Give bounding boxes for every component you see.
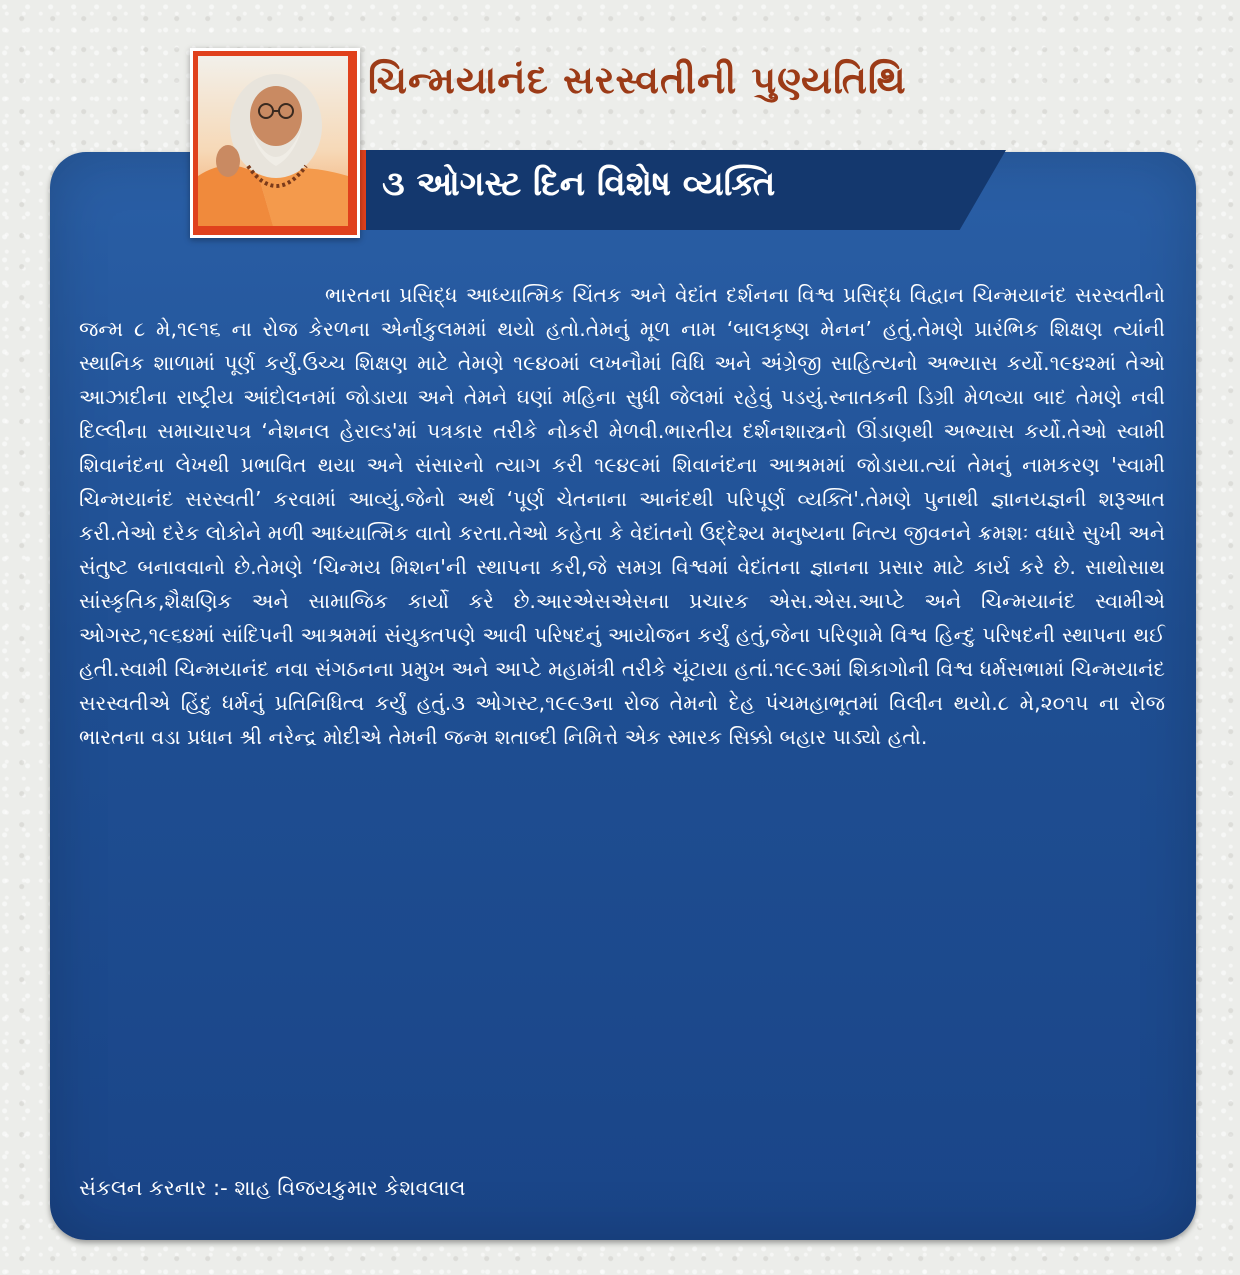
article-body: ભારતના પ્રસિદ્ધ આધ્યાત્મિક ચિંતક અને વેદાંત દર્શનના વિશ્વ પ્રસિદ્ધ વિદ્વાન ચિન્મયાનંદ સરસ્વતીનો જન્મ ૮ મે,૧૯૧૬ ના રોજ કેરળના એર્નાકુલમમાં થયો હતો.તેમનું મૂળ નામ ‘બાલકૃષ્ણ મેનન’ હતું.તેમણે પ્રારંભિક શિક્ષણ ત્યાંની સ્થાનિક શાળામાં પૂર્ણ કર્યું.ઉચ્ચ શિક્ષણ માટે તેમણે ૧૯૪૦માં લખનૌમાં વિધિ અને અંગ્રેજી સાહિત્યનો અભ્યાસ કર્યો.૧૯૪૨માં તેઓ આઝાદીના રાષ્ટ્રીય આંદોલનમાં જોડાયા અને તેમને ઘણાં મહિના સુધી જેલમાં રહેવું પડયું.સ્નાતકની ડિગ્રી મેળવ્યા બાદ તેમણે નવી દિલ્લીના સમાચારપત્ર ‘નેશનલ હેરાલ્ડ'માં પત્રકાર તરીકે નોકરી મેળવી.ભારતીય દર્શનશાસ્ત્રનો ઊંડાણથી અભ્યાસ કર્યો.તેઓ સ્વામી શિવાનંદના લેખથી પ્રભાવિત થયા અને સંસારનો ત્યાગ કરી ૧૯૪૯માં શિવાનંદના આશ્રમમાં જોડાયા.ત્યાં તેમનું નામકરણ 'સ્વામી ચિન્મયાનંદ સરસ્વતી’ કરવામાં આવ્યું.જેનો અર્થ ‘પૂર્ણ ચેતનાના આનંદથી પરિપૂર્ણ વ્યક્તિ'.તેમણે પુનાથી જ્ઞાનયજ્ઞની શરૂઆત કરી.તેઓ દરેક લોકોને મળી આધ્યાત્મિક વાતો કરતા.તેઓ કહેતા કે વેદાંતનો ઉદ્દેશ્ય મનુષ્યના નિત્ય જીવનને ક્રમશઃ વધારે સુખી અને સંતુષ્ટ બનાવવાનો છે.તેમણે ‘ચિન્મય મિશન'ની સ્થાપના કરી,જે સમગ્ર વિશ્વમાં વેદાંતના જ્ઞાનના પ્રસાર માટે કાર્ય કરે છે. સાથોસાથ સાંસ્કૃતિક,શૈક્ષણિક અને સામાજિક કાર્યો કરે છે.આરએસએસના પ્રચારક એસ.એસ.આપ્ટે અને ચિન્મયાનંદ સ્વામીએ ઓગસ્ટ,૧૯૬૪માં સાંદિપની આશ્રમમાં સંયુક્તપણે આવી પરિષદનું આયોજન કર્યું હતું,જેના પરિણામે વિશ્વ હિન્દુ પરિષદની સ્થાપના થઈ હતી.સ્વામી ચિન્મયાનંદ નવા સંગઠનના પ્રમુખ અને આપ્ટે મહામંત્રી તરીકે ચૂંટાયા હતાં.૧૯૯૩માં શિકાગોની વિશ્વ ધર્મસભામાં ચિન્મયાનંદ સરસ્વતીએ હિંદુ ધર્મનું પ્રતિનિધિત્વ કર્યું હતું.૩ ઓગસ્ટ,૧૯૯૩ના રોજ તેમનો દેહ પંચમહાભૂતમાં વિલીન થયો.૮ મે,૨૦૧૫ ના રોજ ભારતના વડા પ્રધાન શ્રી નરેન્દ્ર મોદીએ તેમની જન્મ શતાબ્દી નિમિત્તે એક સ્મારક સિક્કો બહાર પાડ્યો હતો.	[79, 283, 1165, 749]
page-title: ચિન્મયાનંદ સરસ્વતીની પુણ્યતિથિ	[368, 58, 907, 102]
compiler-credit: સંકલન કરનાર :- શાહ વિજયકુમાર કેશવલાલ	[79, 1176, 466, 1200]
subtitle-banner	[344, 150, 1006, 230]
portrait-photo	[190, 48, 360, 238]
banner-subtitle: ૩ ઓગસ્ટ દિન વિશેષ વ્યક્તિ	[382, 164, 776, 204]
